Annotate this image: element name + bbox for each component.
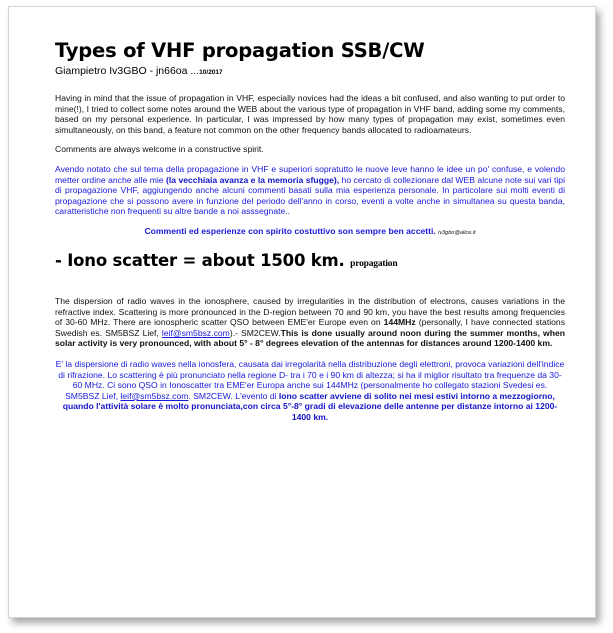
comments-italian-text: Commenti ed esperienze con spirito costuttivo son sempre ben accetti.	[144, 225, 436, 236]
body-italian-bold: Iono scatter avviene di solito nei mesi estivi intorno a mezzogiorno, quando l'attività solare è molto pronunciata,con circa 5°-8° gradi di elevazione delle antenne per distanze intorno ai 1200-1400 km.	[62, 390, 558, 422]
intro-italian	[55, 164, 565, 217]
body-italian	[55, 359, 565, 423]
intro-italian-text-1: Avendo notato che sul tema della propagazione in VHF e superiori sopratutto le nuove leve hanno le idee un po' confuse, e volendo metter ordine anche alle mie	[55, 163, 565, 185]
document-title: Types of VHF propagation SSB/CW	[55, 39, 425, 62]
comments-italian-email: iv3gbo@alice.it	[438, 229, 476, 236]
body-english-text-3: ).- SM2CEW.	[229, 327, 281, 338]
author-name: Giampietro Iv3GBO - jn66oa ...	[55, 65, 200, 77]
email-link-italian[interactable]: leif@sm5bsz.com	[120, 390, 189, 401]
body-english-text-2: (personally, I have connected stations Swedish es. SM5BSZ Lief,	[55, 317, 565, 338]
comments-english: Comments are always welcome in a constructive spirit.	[55, 144, 264, 155]
author-date: 10/2017	[199, 69, 223, 76]
body-italian-text-2: . SM2CEW. L'evento di	[188, 390, 279, 401]
body-italian-text-1: E' la dispersione di radio waves nella ionosfera, causata dai irregolarità nella distribuzione degli elettroni, provoca variazioni dell'indice di rifrazione. Lo scattering è più pronunciato nella regione D- tra i 70 e i 90 km di altezza; si ha il miglior risultato tra frequenze da 30-60 MHz. Ci sono QSO in Ionoscatter tra EME'er Europa anche sui 144MHz (personalmente ho collegato stazioni Svedesi es. SM5BSZ Lief,	[55, 358, 565, 401]
body-english-text-1: The dispersion of radio waves in the ionosphere, caused by irregularities in the distribution of electrons, causes variations in the refractive index. Scattering is more pronounced in the D-region between 70 and 90 km, you have the best results among frequencies of 30-60 MHz. There are ionospheric scatter QSO between EME'er Europe even on	[55, 295, 565, 328]
document-page	[8, 6, 596, 618]
document-content	[55, 39, 565, 422]
body-english-bold: This is done usually around noon during the summer months, when solar activity is very pronounced, with about 5° - 8° degrees elevation of the antennas for distances around 1200-1400 km.	[55, 327, 565, 349]
section-heading	[55, 251, 565, 274]
intro-italian-text-2: ho cercato di collezionare dal WEB alcune note sui vari tipi di propagazione VHF, aggiungendo anche alcuni commenti basati sulla mia esperienza personale. In particolare sui molti eventi di propagazione che si possono avere in funzione del periodo dell'anno in corso, eventi a volte anche in simultanea su questa banda, caratteristiche non frequenti su altre bande a noi asssegnate..	[55, 174, 565, 217]
author-line	[55, 65, 565, 79]
intro-english: Having in mind that the issue of propagation in VHF, especially novices had the ideas a bit confused, and also wanting to put order to mine(!), I tried to collect some notes around the WEB about the various type of propagation in VHF band, adding some my comments, based on my personal experience. In particular, I was impressed by how many types of propagation may exist, sometimes even simultaneously, on this band, a feature not common on the other frequency bands allocated to radioamateurs.	[55, 93, 565, 135]
body-english	[55, 296, 565, 349]
email-link-english[interactable]: leif@sm5bsz.com	[161, 327, 230, 338]
body-english-freq: 144MHz	[383, 317, 416, 328]
intro-italian-bold: (la vecchiaia avanza e la memoria sfugge),	[166, 174, 340, 185]
section-heading-text: - Iono scatter = about 1500 km.	[55, 250, 345, 270]
section-heading-suffix: propagation	[350, 258, 398, 269]
comments-italian	[55, 226, 565, 239]
